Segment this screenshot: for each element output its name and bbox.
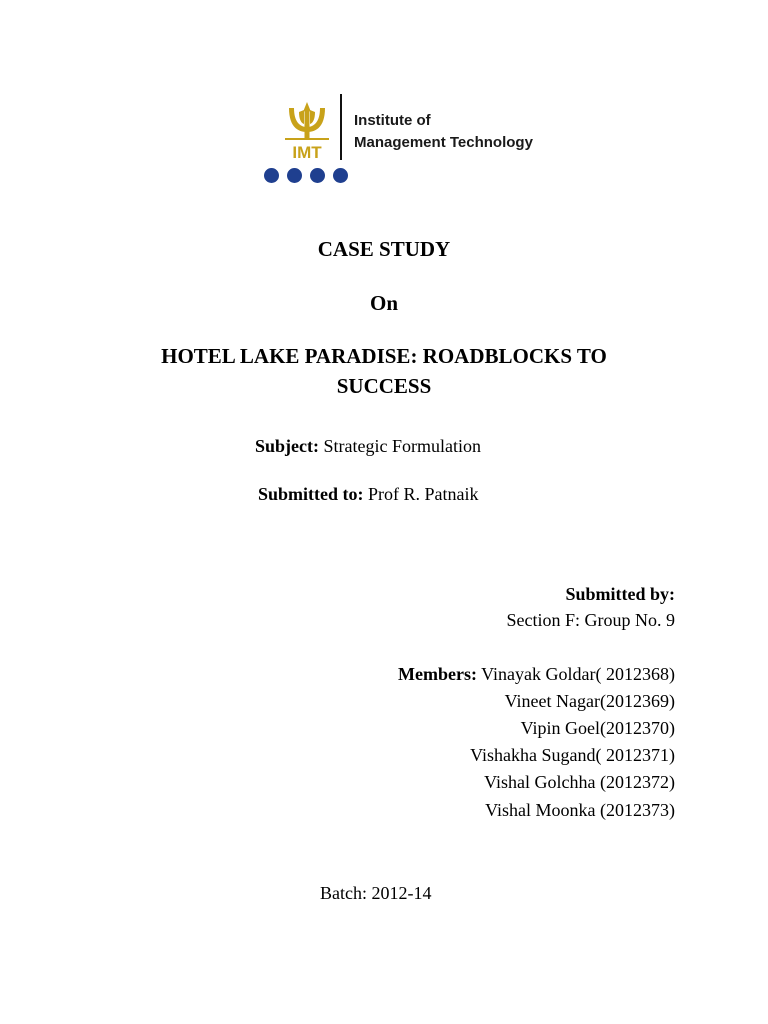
members-label: Members: — [397, 664, 477, 684]
imt-emblem-icon — [283, 98, 331, 162]
subject-label: Subject: — [255, 436, 319, 456]
logo-divider — [340, 94, 342, 160]
subject-value: Strategic Formulation — [319, 436, 481, 456]
emblem-text: IMT — [292, 143, 322, 162]
batch-line: Batch: 2012-14 — [320, 883, 432, 903]
member-item: Vineet Nagar(2012369) — [504, 691, 675, 711]
submitted-to-value: Prof R. Patnaik — [363, 484, 479, 504]
logo-dot-icon — [333, 168, 348, 183]
member-name: Vinayak Goldar( 2012368) — [476, 664, 675, 684]
submitted-to-label: Submitted to: — [258, 484, 364, 504]
doc-title-case-study: CASE STUDY — [317, 237, 451, 261]
member-item: Vishal Golchha (2012372) — [484, 772, 675, 792]
institute-name-line2: Management Technology — [354, 134, 533, 151]
submitted-to-line — [258, 482, 479, 506]
section-group: Section F: Group No. 9 — [506, 610, 675, 630]
institute-name-line1: Institute of — [354, 112, 431, 129]
doc-title-topic-line1: HOTEL LAKE PARADISE: ROADBLOCKS TO — [161, 344, 607, 368]
doc-title-topic-line2: SUCCESS — [336, 374, 432, 398]
member-item: Vipin Goel(2012370) — [520, 718, 675, 738]
member-item: Vishakha Sugand( 2012371) — [470, 745, 675, 765]
member-item: Vishal Moonka (2012373) — [485, 800, 675, 820]
institute-name — [354, 110, 533, 154]
subject-line — [255, 434, 481, 458]
logo-dot-icon — [310, 168, 325, 183]
submitted-by-label: Submitted by: — [565, 584, 675, 604]
logo-dot-icon — [287, 168, 302, 183]
doc-title-on: On — [369, 291, 398, 315]
logo-dots — [264, 168, 348, 183]
logo-dot-icon — [264, 168, 279, 183]
member-item — [398, 662, 675, 686]
